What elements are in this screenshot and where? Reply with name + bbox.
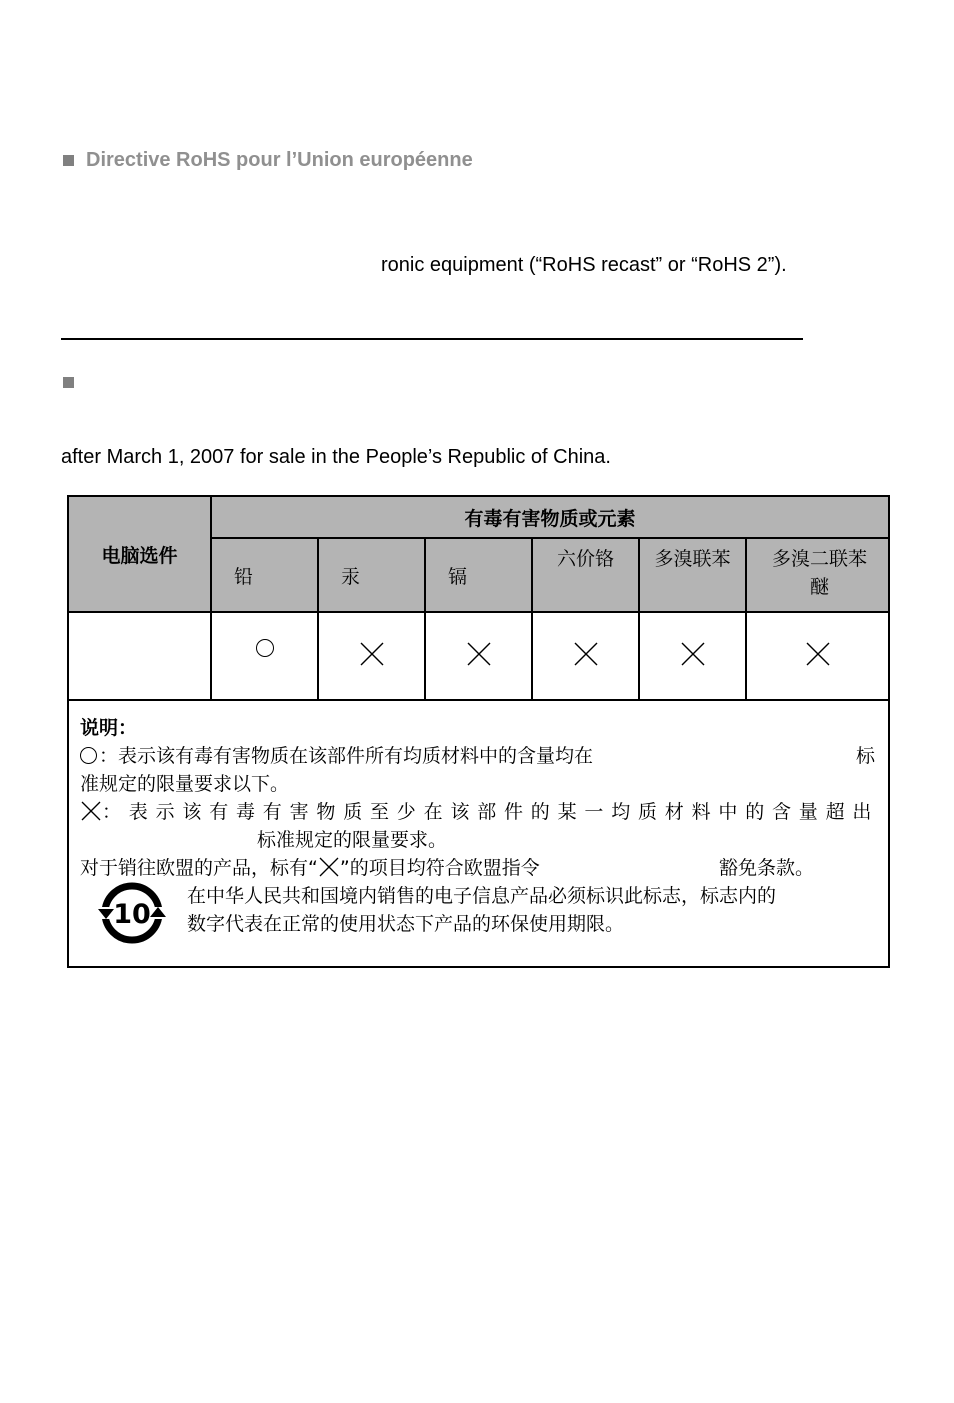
component-cell xyxy=(68,612,211,700)
substance-lead: 铅 xyxy=(211,538,318,612)
note-x-line2: 标准规定的限量要求。 xyxy=(257,829,448,851)
eu-rohs-text-fragment: ronic equipment (“RoHS recast” or “RoHS 2”). xyxy=(381,254,787,276)
note-circle-line2: 准规定的限量要求以下。 xyxy=(80,773,290,795)
china-rohs-text-fragment: after March 1, 2007 for sale in the People’s Republic of China. xyxy=(61,446,611,468)
mark-cell xyxy=(639,612,746,700)
circle-mark-icon xyxy=(256,639,274,657)
cross-mark-icon xyxy=(680,641,706,667)
section-divider xyxy=(61,338,803,340)
mark-cell xyxy=(211,612,318,700)
cross-mark-icon xyxy=(318,856,340,878)
substance-cadmium: 镉 xyxy=(425,538,532,612)
table-row xyxy=(68,612,889,700)
environmental-protection-period-logo xyxy=(97,882,167,944)
notes-title: 说明： xyxy=(80,717,138,739)
note-eu-line: 对于销往欧盟的产品，标有“ ”的项目均符合欧盟指令 xyxy=(80,857,540,879)
note-x-line1: ：表示该有毒有害物质至少在该部件的某一均质材料中的含量超出 xyxy=(80,797,879,824)
substance-hexavalent-chromium: 六价铬 xyxy=(532,538,639,612)
notes-cell xyxy=(68,700,889,967)
note-logo-line2: 数字代表在正常的使用状态下产品的环保使用期限。 xyxy=(187,913,625,935)
bullet-square-icon xyxy=(63,155,74,166)
cross-mark-icon xyxy=(573,641,599,667)
logo-number: 10 xyxy=(113,899,151,930)
hazardous-substances-table xyxy=(67,495,890,968)
bullet-square-icon xyxy=(63,377,74,388)
mark-cell xyxy=(318,612,425,700)
mark-cell xyxy=(746,612,889,700)
note-eu-line-end: 豁免条款。 xyxy=(719,857,815,879)
note-circle-line1: ：表示该有毒有害物质在该部件所有均质材料中的含量均在 xyxy=(80,741,593,768)
cross-mark-icon xyxy=(805,641,831,667)
substance-pbde: 多溴二联苯醚 xyxy=(746,538,889,612)
component-header: 电脑选件 xyxy=(68,496,211,612)
substance-mercury: 汞 xyxy=(318,538,425,612)
note-logo-line1: 在中华人民共和国境内销售的电子信息产品必须标识此标志，标志内的 xyxy=(187,885,777,907)
cross-mark-icon xyxy=(466,641,492,667)
mark-cell xyxy=(425,612,532,700)
circle-mark-icon xyxy=(80,747,97,764)
section-heading-eu-rohs: Directive RoHS pour l’Union européenne xyxy=(86,149,473,171)
substance-pbb: 多溴联苯 xyxy=(639,538,746,612)
cross-mark-icon xyxy=(80,800,102,822)
mark-cell xyxy=(532,612,639,700)
note-circle-line1-end: 标 xyxy=(856,745,876,767)
cross-mark-icon xyxy=(359,641,385,667)
substances-header: 有毒有害物质或元素 xyxy=(211,496,889,538)
